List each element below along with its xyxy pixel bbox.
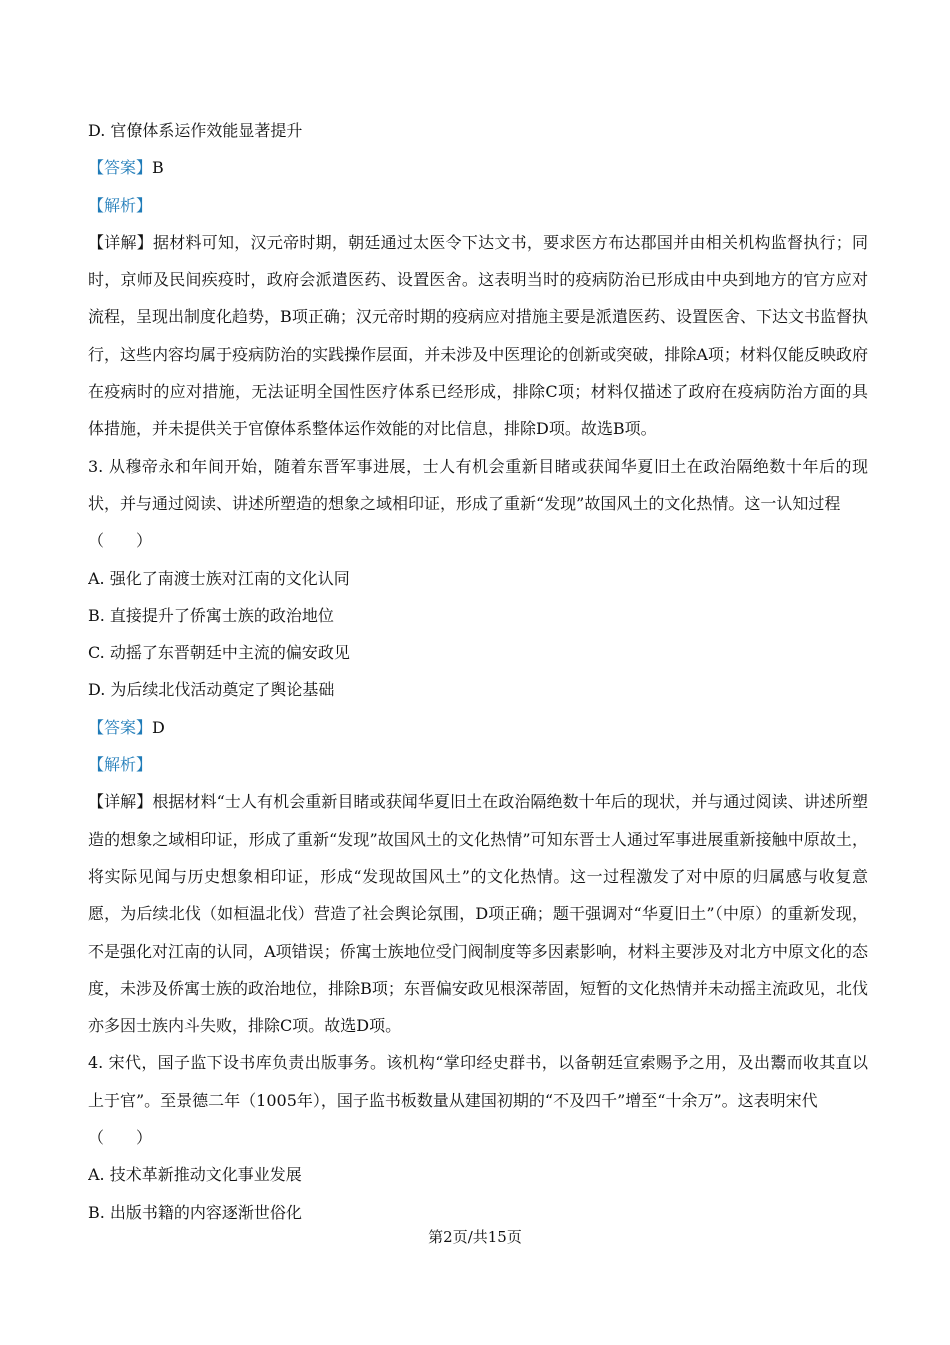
q3-option-a: A. 强化了南渡士族对江南的文化认同 bbox=[88, 568, 350, 588]
page-content bbox=[88, 112, 868, 1231]
q3-option-b: B. 直接提升了侨寓士族的政治地位 bbox=[88, 605, 334, 625]
answer-value: B bbox=[152, 158, 164, 178]
q3-analysis-tag: 【解析】 bbox=[88, 755, 153, 775]
q3-answer bbox=[88, 709, 868, 746]
detail-tag: 【详解】 bbox=[88, 792, 153, 812]
q3-blank: （ ） bbox=[88, 531, 153, 551]
answer-tag: 【答案】 bbox=[88, 158, 153, 178]
q4-option-a: A. 技术革新推动文化事业发展 bbox=[88, 1165, 302, 1185]
q2-option-d: D. 官僚体系运作效能显著提升 bbox=[88, 121, 303, 140]
q4-blank: （ ） bbox=[88, 1128, 153, 1148]
answer-value: D bbox=[152, 717, 165, 737]
detail-text: 据材料可知，汉元帝时期，朝廷通过太医令下达文书，要求医方布达郡国并由相关机构监督执行；同时，京师及民间疾疫时，政府会派遣医药、设置医舍。这表明当时的疫病防治已形成由中央到地方的官方应对流程，呈现出制度化趋势，B项正确；汉元帝时期的疫病应对措施主要是派遣医药、设置医舍、下达文书监督执行，这些内容均属于疫病防治的实践操作层面，并未涉及中医理论的创新或突破，排除A项；材料仅能反映政府在疫病时的应对措施，无法证明全国性医疗体系已经形成，排除C项；材料仅描述了政府在疫病防治方面的具体措施，并未提供关于官僚体系整体运作效能的对比信息，排除D项。故选B项。 bbox=[88, 232, 868, 439]
q3-detail bbox=[88, 783, 868, 1044]
q2-answer bbox=[88, 149, 868, 186]
page-footer: 第2页/共15页 bbox=[428, 1228, 522, 1246]
q3-option-c: C. 动摇了东晋朝廷中主流的偏安政见 bbox=[88, 643, 350, 663]
q2-detail bbox=[88, 224, 868, 448]
q4-option-b: B. 出版书籍的内容逐渐世俗化 bbox=[88, 1202, 302, 1222]
q3-option-d: D. 为后续北伐活动奠定了舆论基础 bbox=[88, 680, 335, 700]
q4-stem: 4. 宋代，国子监下设书库负责出版事务。该机构“掌印经史群书，以备朝廷宣索赐予之用，及出鬻而收其直以上于官”。至景德二年（1005年），国子监书板数量从建国初期的“不及四千”增至“十余万”。这表明宋代 bbox=[88, 1053, 868, 1110]
detail-tag: 【详解】 bbox=[88, 232, 154, 252]
detail-text: 根据材料“士人有机会重新目睹或获闻华夏旧土在政治隔绝数十年后的现状，并与通过阅读、讲述所塑造的想象之域相印证，形成了重新“发现”故国风土的文化热情”可知东晋士人通过军事进展重新接触中原故土，将实际见闻与历史想象相印证，形成“发现故国风土”的文化热情。这一过程激发了对中原的归属感与收复意愿，为后续北伐（如桓温北伐）营造了社会舆论氛围，D项正确；题干强调对“华夏旧土”（中原）的重新发现，不是强化对江南的认同，A项错误；侨寓士族地位受门阀制度等多因素影响，材料主要涉及对北方中原文化的态度，未涉及侨寓士族的政治地位，排除B项；东晋偏安政见根深蒂固，短暂的文化热情并未动摇主流政见，北伐亦多因士族内斗失败，排除C项。故选D项。 bbox=[88, 792, 868, 1036]
answer-tag: 【答案】 bbox=[88, 717, 153, 737]
q3-stem: 3. 从穆帝永和年间开始，随着东晋军事进展，士人有机会重新目睹或获闻华夏旧土在政治隔绝数十年后的现状，并与通过阅读、讲述所塑造的想象之域相印证，形成了重新“发现”故国风土的文化热情。这一认知过程 bbox=[88, 456, 868, 513]
q2-analysis-tag: 【解析】 bbox=[88, 195, 153, 215]
